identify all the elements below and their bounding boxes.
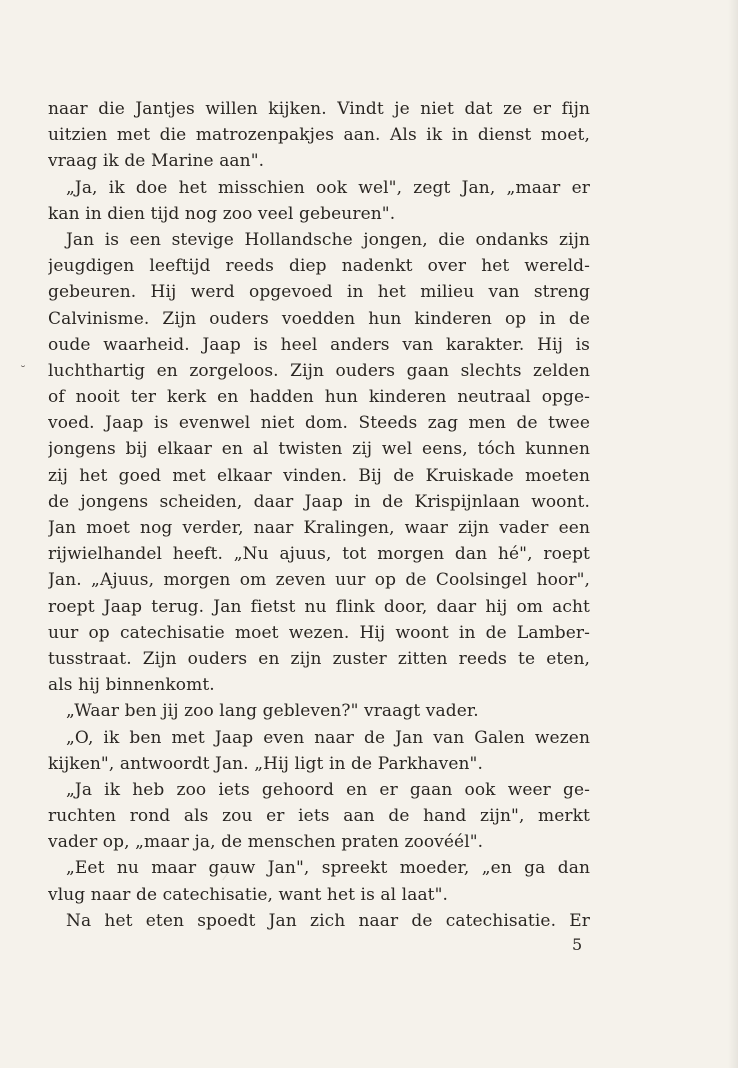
- text-line: ruchten rond als zou er iets aan de hand zijn", merkt: [48, 806, 590, 827]
- text-line: oude waarheid. Jaap is heel anders van karakter. Hij is: [48, 334, 590, 355]
- text-line: vlug naar de catechisatie, want het is al laat".: [48, 884, 449, 905]
- text-line: Calvinisme. Zijn ouders voedden hun kinderen op in de: [48, 308, 590, 329]
- text-line: gebeuren. Hij werd opgevoed in het milieu van streng: [48, 282, 590, 303]
- text-line: of nooit ter kerk en hadden hun kinderen neutraal opge-: [48, 387, 590, 408]
- text-line: uur op catechisatie moet wezen. Hij woont in de Lamber-: [48, 622, 590, 643]
- text-line: de jongens scheiden, daar Jaap in de Krispijnlaan woont.: [48, 491, 590, 512]
- text-line: „Eet nu maar gauw Jan", spreekt moeder, „en ga dan: [66, 858, 590, 879]
- page-number: 5: [572, 935, 583, 954]
- text-line: voed. Jaap is evenwel niet dom. Steeds zag men de twee: [48, 413, 590, 434]
- page-edge-shadow: [728, 0, 738, 1068]
- margin-mark: ˘: [20, 364, 26, 378]
- text-line: Na het eten spoedt Jan zich naar de catechisatie. Er: [66, 910, 590, 931]
- text-line: zij het goed met elkaar vinden. Bij de Kruiskade moeten: [48, 465, 590, 486]
- text-line: roept Jaap terug. Jan fietst nu flink door, daar hij om acht: [48, 596, 590, 617]
- text-line: vader op, „maar ja, de menschen praten zoovéél".: [48, 832, 484, 853]
- text-line: luchthartig en zorgeloos. Zijn ouders gaan slechts zelden: [48, 360, 590, 381]
- text-line: Jan moet nog verder, naar Kralingen, waar zijn vader een: [48, 518, 590, 538]
- text-line: „O, ik ben met Jaap even naar de Jan van Galen wezen: [66, 727, 590, 748]
- text-line: jeugdigen leeftijd reeds diep nadenkt over het wereld-: [48, 256, 590, 277]
- text-line: naar die Jantjes willen kijken. Vindt je niet dat ze er fijn: [48, 99, 590, 119]
- text-line: Jan is een stevige Hollandsche jongen, die ondanks zijn: [66, 229, 590, 250]
- text-line: tusstraat. Zijn ouders en zijn zuster zitten reeds te eten,: [48, 648, 590, 669]
- text-line: uitzien met die matrozenpakjes aan. Als ik in dienst moet,: [48, 125, 590, 146]
- text-line: kijken", antwoordt Jan. „Hij ligt in de Parkhaven".: [48, 753, 483, 774]
- text-line: als hij binnenkomt.: [48, 675, 215, 696]
- text-line: „Ja, ik doe het misschien ook wel", zegt Jan, „maar er: [66, 177, 590, 198]
- text-line: vraag ik de Marine aan".: [48, 151, 265, 172]
- text-line: „Ja ik heb zoo iets gehoord en er gaan ook weer ge-: [66, 779, 590, 800]
- text-line: rijwielhandel heeft. „Nu ajuus, tot morgen dan hé", roept: [48, 544, 590, 565]
- text-line: „Waar ben jij zoo lang gebleven?" vraagt vader.: [66, 701, 479, 722]
- body-text: [48, 96, 590, 934]
- text-line: Jan. „Ajuus, morgen om zeven uur op de Coolsingel hoor",: [48, 570, 590, 591]
- text-line: jongens bij elkaar en al twisten zij wel eens, tóch kunnen: [48, 439, 590, 460]
- text-line: kan in dien tijd nog zoo veel gebeuren".: [48, 203, 396, 224]
